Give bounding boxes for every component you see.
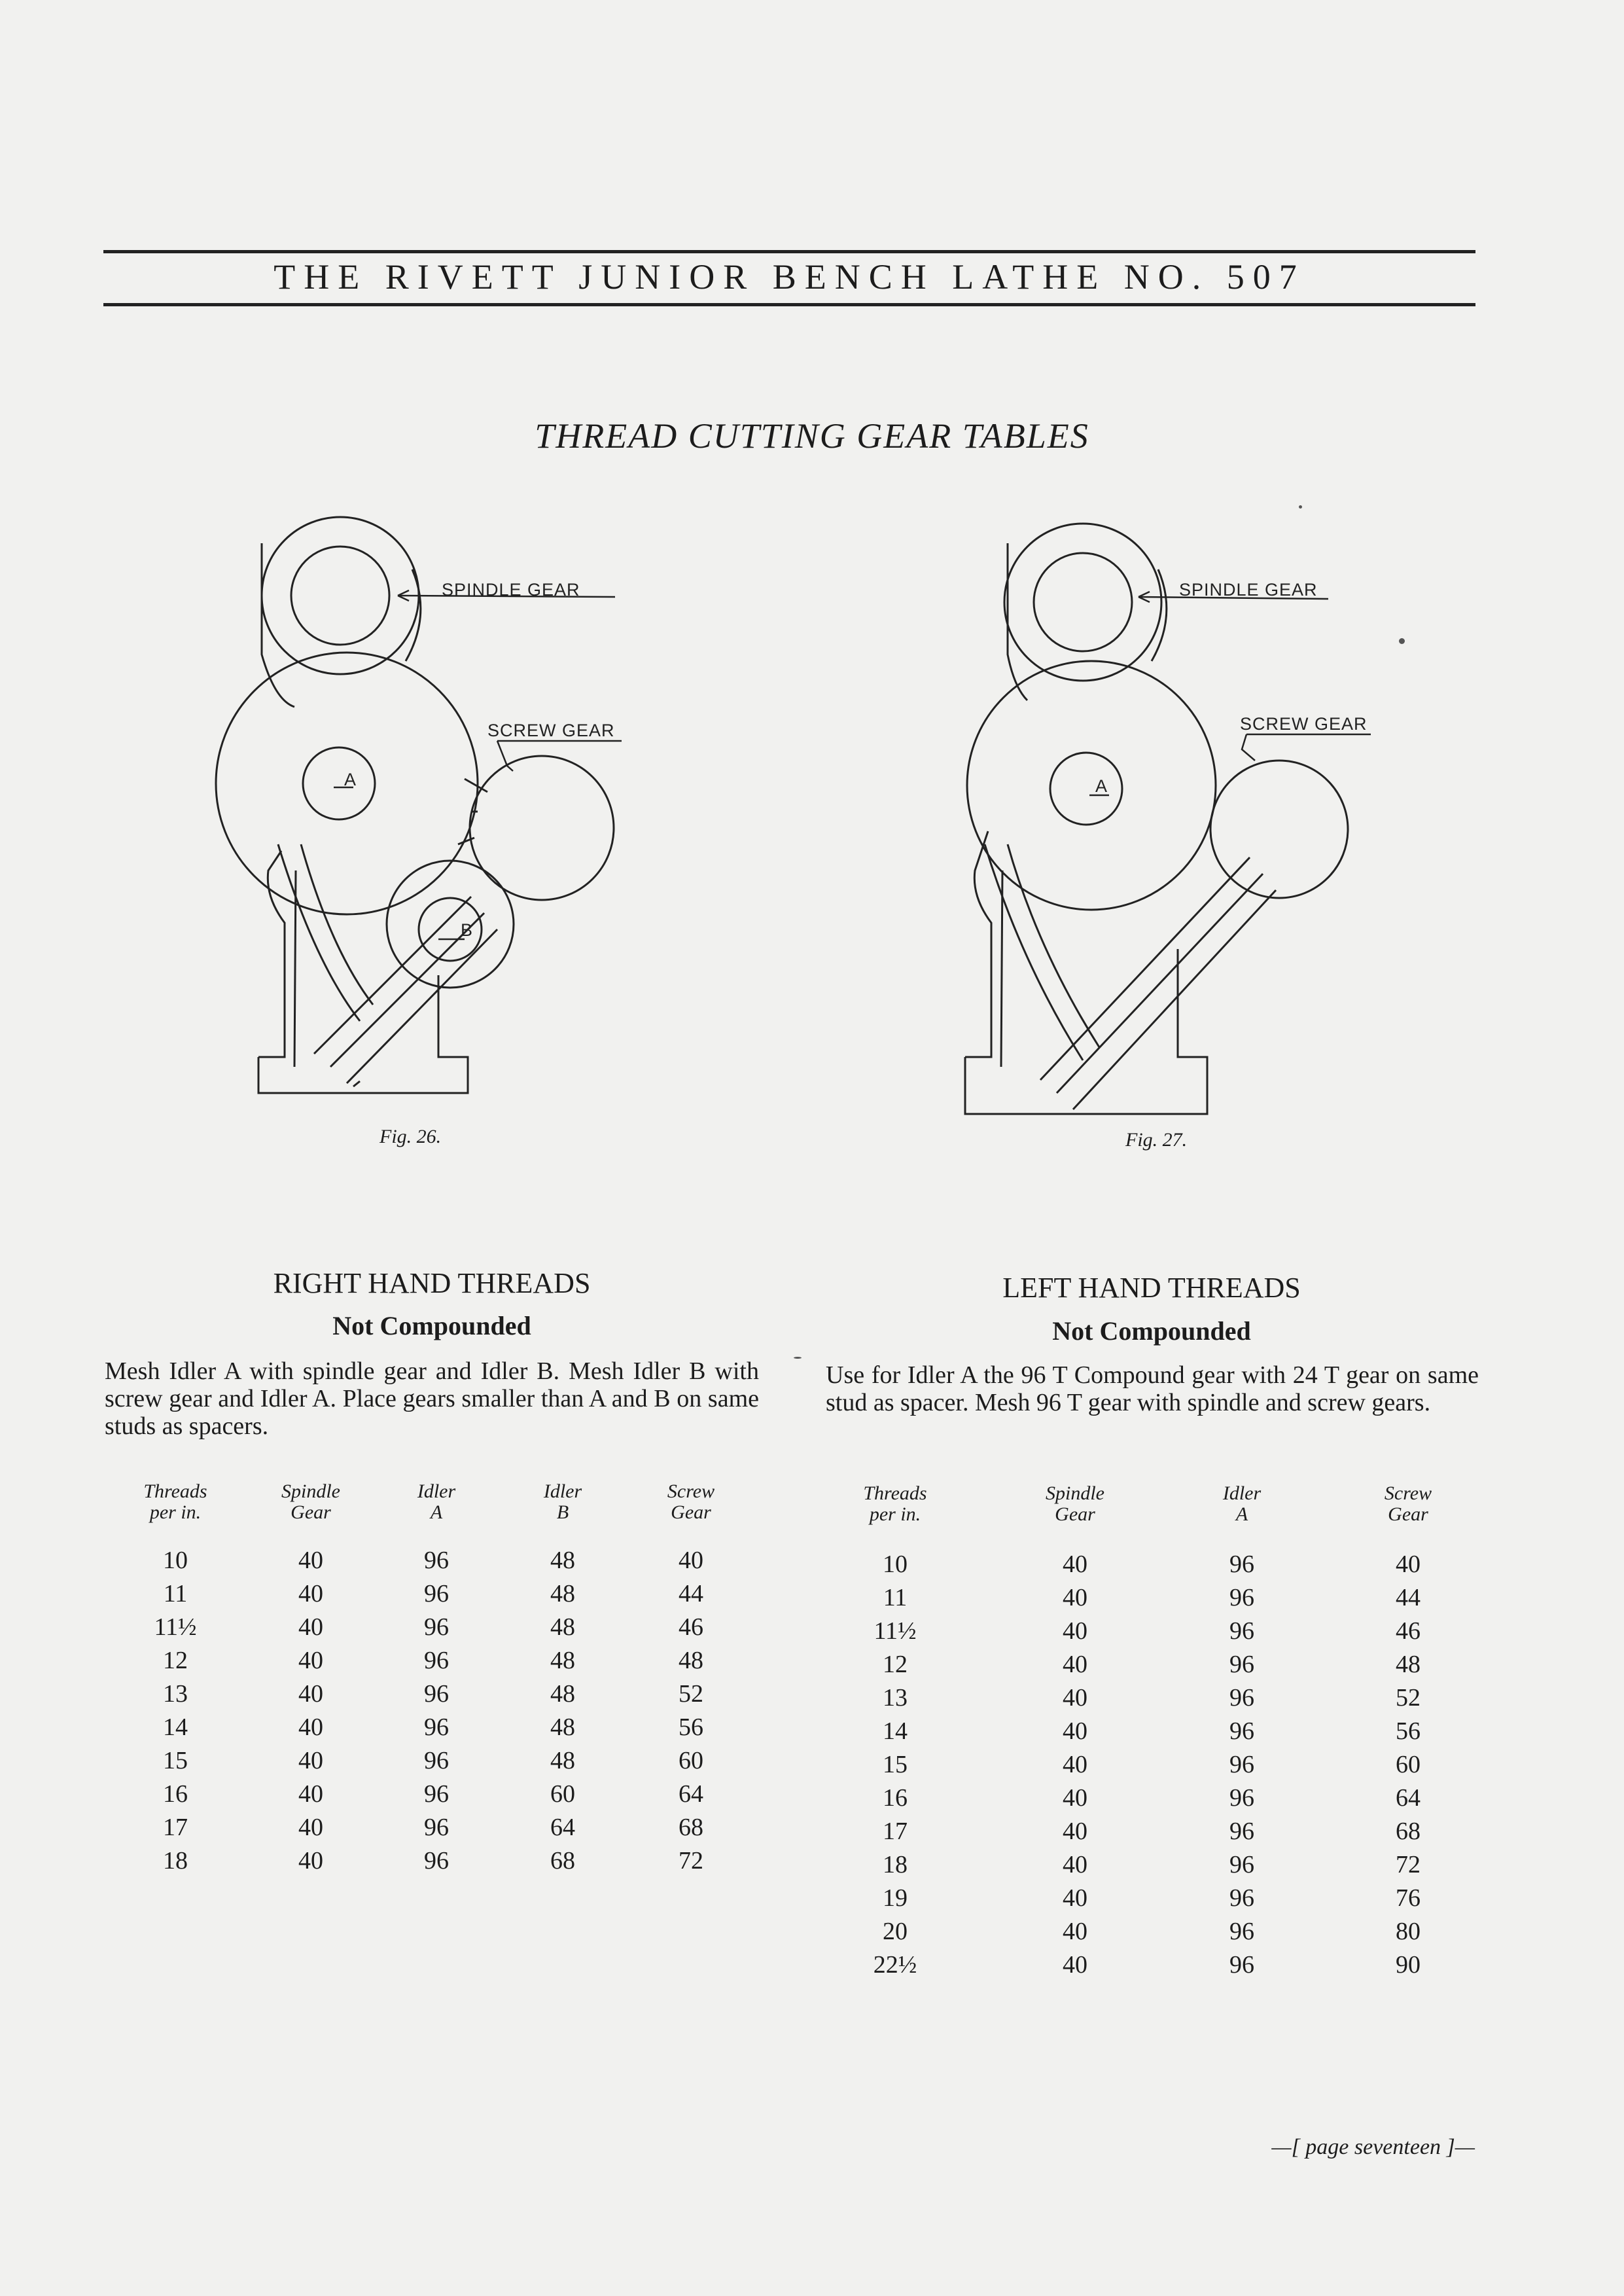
gear-teeth-cell: 40 bbox=[1063, 1818, 1087, 1845]
column-header: Threads per in. bbox=[143, 1480, 207, 1523]
column-header: Spindle Gear bbox=[281, 1480, 340, 1523]
threads-per-inch-cell: 12 bbox=[883, 1651, 908, 1678]
threads-per-inch-cell: 18 bbox=[883, 1851, 908, 1878]
gear-teeth-cell: 76 bbox=[1396, 1884, 1421, 1912]
threads-per-inch-cell: 17 bbox=[163, 1814, 188, 1841]
running-head: THE RIVETT JUNIOR BENCH LATHE NO. 507 bbox=[274, 257, 1305, 296]
gear-teeth-cell: 48 bbox=[550, 1680, 575, 1708]
threads-per-inch-cell: 11 bbox=[883, 1584, 908, 1611]
gear-teeth-cell: 64 bbox=[679, 1780, 703, 1808]
gear-teeth-cell: 68 bbox=[1396, 1818, 1421, 1845]
column-header: Screw Gear bbox=[1384, 1482, 1432, 1525]
gear-teeth-cell: 40 bbox=[298, 1747, 323, 1774]
gear-teeth-cell: 64 bbox=[1396, 1784, 1421, 1812]
column-header: Idler B bbox=[543, 1480, 582, 1523]
gear-teeth-cell: 80 bbox=[1396, 1918, 1421, 1945]
gear-teeth-cell: 48 bbox=[550, 1547, 575, 1574]
threads-per-inch-cell: 12 bbox=[163, 1647, 188, 1674]
gear-teeth-cell: 96 bbox=[1229, 1751, 1254, 1778]
gear-teeth-cell: 72 bbox=[1396, 1851, 1421, 1878]
gear-teeth-cell: 46 bbox=[679, 1613, 703, 1641]
gear-teeth-cell: 96 bbox=[424, 1847, 449, 1874]
gear-teeth-cell: 48 bbox=[550, 1580, 575, 1607]
column-header: Screw Gear bbox=[667, 1480, 715, 1523]
gear-teeth-cell: 40 bbox=[1063, 1584, 1087, 1611]
spindle-gear-label: SPINDLE GEAR bbox=[1179, 580, 1318, 600]
gear-teeth-cell: 96 bbox=[424, 1680, 449, 1708]
screw-gear-label: SCREW GEAR bbox=[487, 721, 615, 740]
gear-teeth-cell: 96 bbox=[424, 1613, 449, 1641]
figure-26-diagram bbox=[196, 504, 654, 1126]
gear-teeth-cell: 96 bbox=[1229, 1584, 1254, 1611]
gear-teeth-cell: 40 bbox=[298, 1814, 323, 1841]
gear-teeth-cell: 40 bbox=[1063, 1717, 1087, 1745]
gear-teeth-cell: 40 bbox=[1063, 1851, 1087, 1878]
gear-teeth-cell: 48 bbox=[679, 1647, 703, 1674]
gear-teeth-cell: 96 bbox=[1229, 1851, 1254, 1878]
threads-per-inch-cell: 11½ bbox=[874, 1617, 917, 1645]
gear-teeth-cell: 96 bbox=[424, 1713, 449, 1741]
gear-teeth-cell: 90 bbox=[1396, 1951, 1421, 1979]
header-top-rule bbox=[103, 250, 1475, 253]
gear-teeth-cell: 96 bbox=[424, 1547, 449, 1574]
gear-teeth-cell: 48 bbox=[550, 1647, 575, 1674]
gear-teeth-cell: 40 bbox=[1063, 1784, 1087, 1812]
gear-teeth-cell: 40 bbox=[298, 1713, 323, 1741]
gear-teeth-cell: 40 bbox=[298, 1680, 323, 1708]
gear-teeth-cell: 40 bbox=[1063, 1884, 1087, 1912]
threads-per-inch-cell: 15 bbox=[883, 1751, 908, 1778]
gear-teeth-cell: 68 bbox=[550, 1847, 575, 1874]
gear-teeth-cell: 40 bbox=[1063, 1751, 1087, 1778]
gear-teeth-cell: 60 bbox=[550, 1780, 575, 1808]
threads-per-inch-cell: 22½ bbox=[873, 1951, 917, 1979]
scan-speck bbox=[1399, 638, 1405, 644]
gear-teeth-cell: 40 bbox=[298, 1547, 323, 1574]
scan-speck bbox=[794, 1357, 802, 1359]
gear-teeth-cell: 96 bbox=[1229, 1784, 1254, 1812]
gear-teeth-cell: 48 bbox=[550, 1747, 575, 1774]
gear-teeth-cell: 96 bbox=[1229, 1617, 1254, 1645]
gear-teeth-cell: 96 bbox=[424, 1647, 449, 1674]
threads-per-inch-cell: 20 bbox=[883, 1918, 908, 1945]
gear-teeth-cell: 68 bbox=[679, 1814, 703, 1841]
gear-teeth-cell: 96 bbox=[424, 1814, 449, 1841]
gear-teeth-cell: 96 bbox=[424, 1780, 449, 1808]
spindle-gear-label: SPINDLE GEAR bbox=[442, 580, 580, 600]
threads-per-inch-cell: 19 bbox=[883, 1884, 908, 1912]
threads-per-inch-cell: 16 bbox=[163, 1780, 188, 1808]
figure-27-diagram bbox=[942, 504, 1400, 1126]
right-hand-instructions: Mesh Idler A with spindle gear and Idler B. Mesh Idler B with screw gear and Idler A. Place gears smaller than A and B on same studs as spacers. bbox=[105, 1357, 759, 1440]
gear-teeth-cell: 96 bbox=[1229, 1884, 1254, 1912]
threads-per-inch-cell: 15 bbox=[163, 1747, 188, 1774]
idler-b-label: B bbox=[461, 920, 474, 940]
header-bottom-rule bbox=[103, 303, 1475, 306]
figure-27-caption: Fig. 27. bbox=[1125, 1129, 1188, 1151]
threads-per-inch-cell: 13 bbox=[883, 1684, 908, 1712]
column-header: Idler A bbox=[1222, 1482, 1262, 1525]
gear-teeth-cell: 96 bbox=[424, 1580, 449, 1607]
threads-per-inch-cell: 11 bbox=[163, 1580, 188, 1607]
gear-teeth-cell: 96 bbox=[1229, 1951, 1254, 1979]
scan-speck bbox=[1299, 505, 1302, 509]
gear-teeth-cell: 40 bbox=[1396, 1551, 1421, 1578]
gear-teeth-cell: 40 bbox=[1063, 1951, 1087, 1979]
gear-teeth-cell: 72 bbox=[679, 1847, 703, 1874]
gear-teeth-cell: 96 bbox=[1229, 1551, 1254, 1578]
figure-26-caption: Fig. 26. bbox=[380, 1126, 442, 1147]
threads-per-inch-cell: 16 bbox=[883, 1784, 908, 1812]
gear-teeth-cell: 40 bbox=[679, 1547, 703, 1574]
right-hand-heading: RIGHT HAND THREADS bbox=[273, 1267, 591, 1299]
section-title: THREAD CUTTING GEAR TABLES bbox=[535, 416, 1089, 456]
left-hand-subheading: Not Compounded bbox=[1052, 1316, 1251, 1346]
idler-a-label: A bbox=[1095, 776, 1108, 796]
gear-teeth-cell: 52 bbox=[679, 1680, 703, 1708]
left-hand-heading: LEFT HAND THREADS bbox=[1002, 1272, 1301, 1304]
gear-teeth-cell: 48 bbox=[1396, 1651, 1421, 1678]
threads-per-inch-cell: 11½ bbox=[154, 1613, 197, 1641]
gear-teeth-cell: 96 bbox=[1229, 1918, 1254, 1945]
gear-teeth-cell: 44 bbox=[1396, 1584, 1421, 1611]
gear-teeth-cell: 40 bbox=[1063, 1918, 1087, 1945]
gear-teeth-cell: 40 bbox=[298, 1780, 323, 1808]
gear-teeth-cell: 60 bbox=[679, 1747, 703, 1774]
gear-teeth-cell: 56 bbox=[679, 1713, 703, 1741]
column-header: Spindle Gear bbox=[1046, 1482, 1104, 1525]
threads-per-inch-cell: 14 bbox=[883, 1717, 908, 1745]
gear-teeth-cell: 40 bbox=[298, 1580, 323, 1607]
gear-teeth-cell: 40 bbox=[298, 1647, 323, 1674]
gear-teeth-cell: 96 bbox=[1229, 1684, 1254, 1712]
gear-teeth-cell: 44 bbox=[679, 1580, 703, 1607]
gear-teeth-cell: 60 bbox=[1396, 1751, 1421, 1778]
right-hand-subheading: Not Compounded bbox=[332, 1311, 531, 1340]
gear-teeth-cell: 46 bbox=[1396, 1617, 1421, 1645]
threads-per-inch-cell: 10 bbox=[163, 1547, 188, 1574]
threads-per-inch-cell: 17 bbox=[883, 1818, 908, 1845]
column-header: Idler A bbox=[417, 1480, 456, 1523]
threads-per-inch-cell: 10 bbox=[883, 1551, 908, 1578]
gear-teeth-cell: 48 bbox=[550, 1613, 575, 1641]
gear-teeth-cell: 96 bbox=[1229, 1717, 1254, 1745]
threads-per-inch-cell: 18 bbox=[163, 1847, 188, 1874]
gear-teeth-cell: 40 bbox=[298, 1847, 323, 1874]
page-number: —[ page seventeen ]— bbox=[1271, 2135, 1475, 2159]
column-header: Threads per in. bbox=[863, 1482, 927, 1525]
gear-teeth-cell: 96 bbox=[424, 1747, 449, 1774]
gear-teeth-cell: 48 bbox=[550, 1713, 575, 1741]
gear-teeth-cell: 40 bbox=[1063, 1551, 1087, 1578]
gear-teeth-cell: 56 bbox=[1396, 1717, 1421, 1745]
threads-per-inch-cell: 14 bbox=[163, 1713, 188, 1741]
gear-teeth-cell: 96 bbox=[1229, 1651, 1254, 1678]
gear-teeth-cell: 40 bbox=[1063, 1617, 1087, 1645]
gear-teeth-cell: 40 bbox=[1063, 1651, 1087, 1678]
gear-teeth-cell: 64 bbox=[550, 1814, 575, 1841]
gear-teeth-cell: 96 bbox=[1229, 1818, 1254, 1845]
idler-a-label: A bbox=[344, 770, 357, 789]
screw-gear-label: SCREW GEAR bbox=[1240, 714, 1368, 734]
left-hand-instructions: Use for Idler A the 96 T Compound gear with 24 T gear on same stud as spacer. Mesh 96 T gear with spindle and screw gears. bbox=[826, 1361, 1479, 1416]
gear-teeth-cell: 52 bbox=[1396, 1684, 1421, 1712]
gear-teeth-cell: 40 bbox=[298, 1613, 323, 1641]
gear-teeth-cell: 40 bbox=[1063, 1684, 1087, 1712]
threads-per-inch-cell: 13 bbox=[163, 1680, 188, 1708]
